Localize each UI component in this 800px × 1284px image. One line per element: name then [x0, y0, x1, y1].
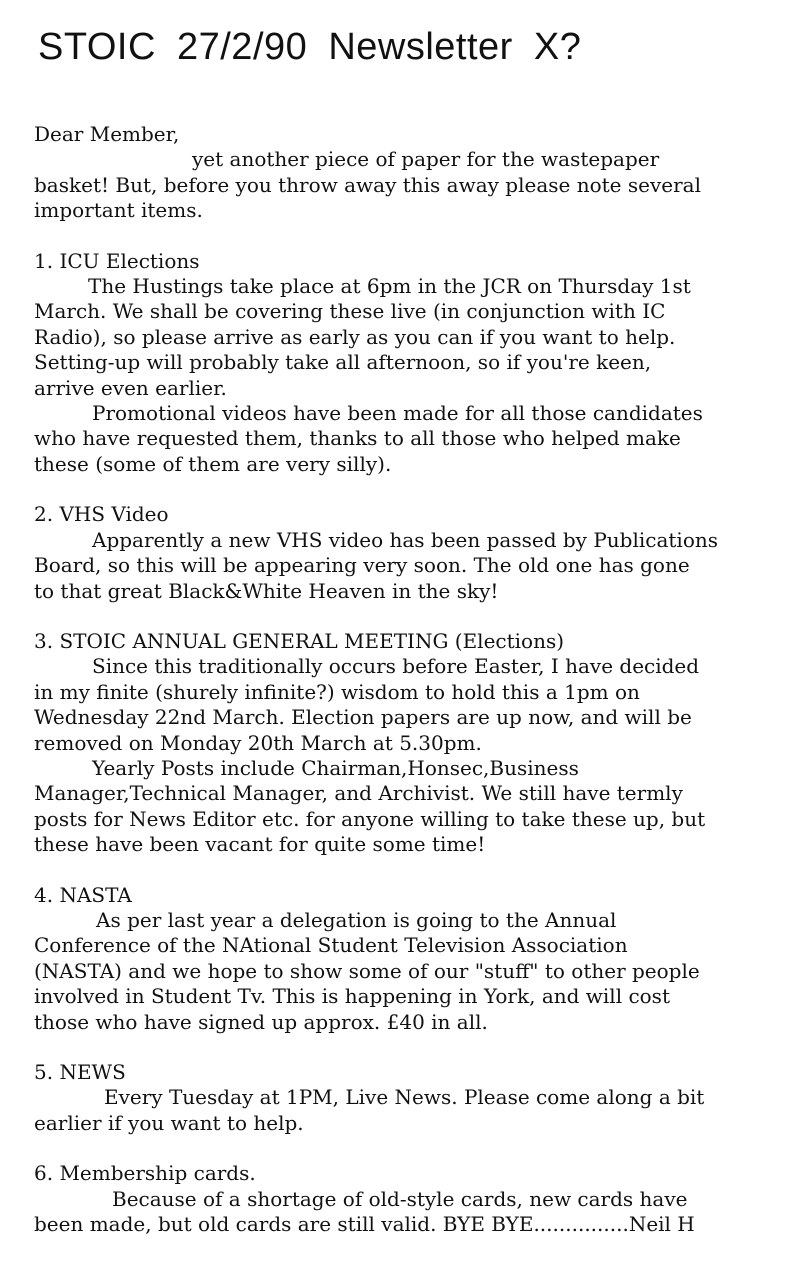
item-heading: 5. NEWS — [34, 1060, 126, 1084]
item-line: involved in Student Tv. This is happening in York, and will cost — [34, 984, 670, 1009]
item-line: these (some of them are very silly). — [34, 451, 392, 476]
item-line: arrive even earlier. — [34, 375, 227, 400]
item-nasta — [34, 883, 774, 1035]
item-news — [34, 1060, 774, 1136]
page-title: STOIC 27/2/90 Newsletter X? — [38, 26, 582, 68]
intro-line: basket! But, before you throw away this away please note several — [34, 172, 701, 197]
item-heading: 1. ICU Elections — [34, 248, 200, 273]
intro-line: important items. — [34, 198, 203, 223]
item-heading: 3. STOIC ANNUAL GENERAL MEETING (Elections) — [34, 628, 565, 653]
item-line: (NASTA) and we hope to show some of our "stuff" to other people — [34, 958, 700, 983]
item-line: Because of a shortage of old-style cards, new cards have — [112, 1186, 688, 1211]
item-line: Every Tuesday at 1PM, Live News. Please come along a bit — [104, 1085, 705, 1110]
item-line: The Hustings take place at 6pm in the JCR on Thursday 1st — [88, 274, 691, 299]
item-line: removed on Monday 20th March at 5.30pm. — [34, 730, 482, 755]
item-line: Promotional videos have been made for all those candidates — [92, 401, 703, 426]
item-line: these have been vacant for quite some time! — [34, 832, 486, 857]
item-line: those who have signed up approx. £40 in all. — [34, 1009, 488, 1034]
item-vhs-video — [34, 502, 774, 604]
item-membership-cards — [34, 1161, 774, 1237]
item-line: been made, but old cards are still valid. BYE BYE...............Neil H — [34, 1212, 695, 1237]
intro-line: yet another piece of paper for the wastepaper — [192, 147, 660, 172]
item-line: earlier if you want to help. — [34, 1110, 304, 1135]
salutation: Dear Member, — [34, 122, 180, 146]
letter-body — [34, 122, 774, 1237]
item-heading: 4. NASTA — [34, 882, 132, 907]
item-line: Since this traditionally occurs before Easter, I have decided — [92, 654, 700, 679]
item-line: who have requested them, thanks to all those who helped make — [34, 426, 681, 451]
item-line: Radio), so please arrive as early as you can if you want to help. — [34, 324, 676, 349]
item-line: Wednesday 22nd March. Election papers are up now, and will be — [34, 705, 692, 730]
item-heading: 2. VHS Video — [34, 502, 169, 527]
item-line: in my finite (shurely infinite?) wisdom to hold this a 1pm on — [34, 679, 640, 704]
item-line: Board, so this will be appearing very soon. The old one has gone — [34, 553, 690, 578]
item-line: posts for News Editor etc. for anyone willing to take these up, but — [34, 806, 706, 831]
item-line: Apparently a new VHS video has been passed by Publications — [92, 527, 719, 552]
item-line: Manager,Technical Manager, and Archivist. We still have termly — [34, 781, 683, 806]
item-line: March. We shall be covering these live (in conjunction with IC — [34, 299, 666, 324]
item-line: to that great Black&White Heaven in the sky! — [34, 578, 499, 603]
item-agm — [34, 629, 774, 858]
item-line: Setting-up will probably take all afternoon, so if you're keen, — [34, 350, 652, 375]
item-heading: 6. Membership cards. — [34, 1161, 256, 1186]
item-line: Conference of the NAtional Student Television Association — [34, 933, 628, 958]
item-icu-elections — [34, 249, 774, 478]
item-line: As per last year a delegation is going to the Annual — [96, 907, 617, 932]
item-line: Yearly Posts include Chairman,Honsec,Business — [92, 755, 579, 780]
